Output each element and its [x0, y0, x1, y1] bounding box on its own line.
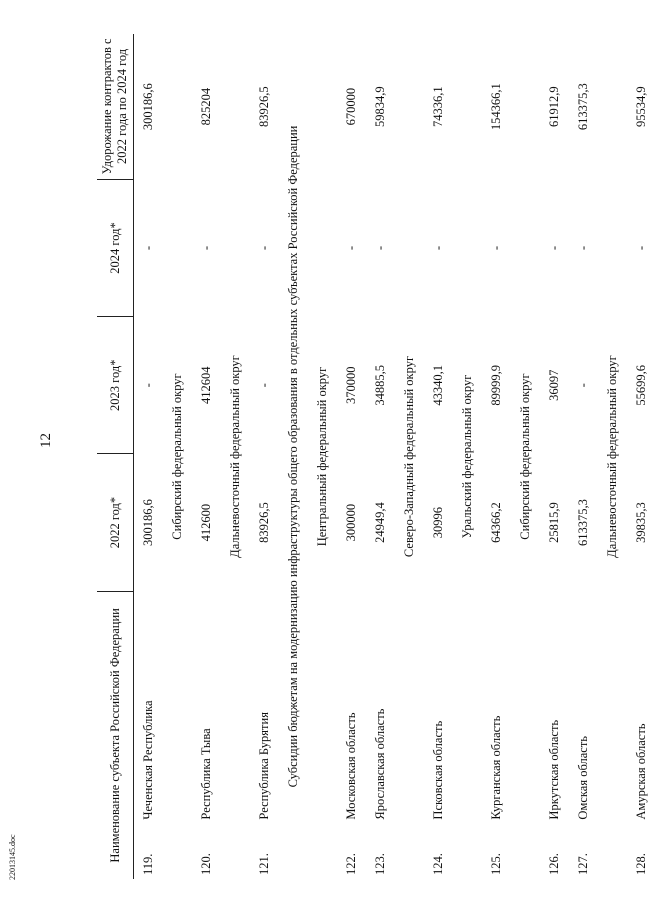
- table-row: [627, 34, 656, 879]
- row-number: 123.: [373, 853, 387, 875]
- subject-name: Республика Тыва: [199, 728, 213, 820]
- value-2022: 64366,2: [489, 502, 503, 543]
- table-row: [337, 34, 366, 879]
- table-row: [424, 34, 453, 879]
- page-number: 12: [38, 433, 54, 448]
- value-delta: 61912,9: [547, 86, 561, 127]
- value-2022: 39835,3: [634, 502, 648, 543]
- rotated-table-sheet: [97, 34, 648, 879]
- value-2022: 25815,9: [547, 502, 561, 543]
- subject-name: Иркутская область: [547, 719, 561, 820]
- value-delta: 95534,9: [634, 86, 648, 127]
- table-row: [482, 34, 511, 879]
- section-title: Дальневосточный федеральный округ: [228, 355, 242, 558]
- row-number: 120.: [199, 853, 213, 875]
- subject-name: Республика Бурятия: [257, 712, 271, 820]
- value-2023: 89999,9: [489, 364, 503, 406]
- table-row: [192, 34, 221, 879]
- footer-code: 22013145.doc: [8, 834, 17, 880]
- value-2023: 55699,6: [634, 364, 648, 406]
- value-2024: -: [141, 245, 155, 251]
- row-number: 127.: [576, 853, 590, 875]
- table-body: [134, 34, 656, 879]
- section-title: Субсидии бюджетам на модернизацию инфраструктуры общего образования в отдельных субъектах Российской Федерации: [286, 125, 300, 788]
- subject-name: Омская область: [576, 735, 590, 820]
- section-title: Сибирский федеральный округ: [518, 373, 532, 540]
- row-number: 122.: [344, 853, 358, 875]
- contracts-table: [97, 34, 656, 879]
- subject-name: Ярославская область: [373, 708, 387, 820]
- section-row: [163, 34, 192, 879]
- subject-name: Чеченская Республика: [141, 700, 155, 820]
- value-2024: -: [199, 245, 213, 251]
- value-delta: 613375,3: [576, 83, 590, 131]
- value-2022: 30996: [431, 506, 445, 539]
- value-2022: 24949,4: [373, 502, 387, 543]
- value-delta: 83926,5: [257, 86, 271, 127]
- value-2022: 300186,6: [141, 499, 155, 547]
- row-number: 119.: [141, 853, 155, 875]
- table-row: [569, 34, 598, 879]
- value-2022: 412600: [199, 503, 213, 542]
- table-row: [134, 34, 164, 879]
- row-number: 128.: [634, 853, 648, 875]
- value-2024: -: [576, 245, 590, 251]
- section-title: Дальневосточный федеральный округ: [605, 355, 619, 558]
- value-2022: 300000: [344, 503, 358, 542]
- section-row: [453, 34, 482, 879]
- value-2024: -: [489, 245, 503, 251]
- value-2023: 43340,1: [431, 364, 445, 406]
- section-row: [279, 34, 308, 879]
- section-title: Центральный федеральный округ: [315, 366, 329, 547]
- section-row: [598, 34, 627, 879]
- value-2024: -: [373, 245, 387, 251]
- value-delta: 300186,6: [141, 83, 155, 131]
- value-delta: 74336,1: [431, 86, 445, 127]
- subject-name: Курганская область: [489, 715, 503, 820]
- table-header-row: [97, 34, 134, 879]
- value-delta: 154366,1: [489, 83, 503, 131]
- value-2024: -: [257, 245, 271, 251]
- value-2023: 370000: [344, 366, 358, 405]
- header-2023: 2023 год*: [97, 317, 134, 454]
- row-number: 126.: [547, 853, 561, 875]
- value-2023: 34885,5: [373, 364, 387, 406]
- section-title: Сибирский федеральный округ: [170, 373, 184, 540]
- value-2023: 412604: [199, 366, 213, 405]
- row-number: 124.: [431, 853, 445, 875]
- value-2024: -: [547, 245, 561, 251]
- value-2022: 613375,3: [576, 499, 590, 547]
- header-2024: 2024 год*: [97, 179, 134, 316]
- value-2023: -: [141, 383, 155, 388]
- subject-name: Псковская область: [431, 720, 445, 820]
- value-2024: -: [344, 245, 358, 251]
- value-2023: 36097: [547, 369, 561, 401]
- value-2023: -: [576, 383, 590, 388]
- section-row: [221, 34, 250, 879]
- header-delta: Удорожание контрактов с 2022 года по 2024 год: [97, 34, 134, 179]
- row-number: 121.: [257, 853, 271, 875]
- row-number: 125.: [489, 853, 503, 875]
- section-title: Северо-Западный федеральный округ: [402, 355, 416, 558]
- section-row: [308, 34, 337, 879]
- section-row: [395, 34, 424, 879]
- table-row: [366, 34, 395, 879]
- value-2024: -: [634, 245, 648, 251]
- section-title: Уральский федеральный округ: [460, 374, 474, 539]
- value-2024: -: [431, 245, 445, 251]
- value-2023: -: [257, 383, 271, 388]
- value-delta: 825204: [199, 87, 213, 126]
- value-delta: 670000: [344, 87, 358, 126]
- header-2022: 2022 год*: [97, 454, 134, 591]
- subject-name: Московская область: [344, 712, 358, 820]
- header-subject: Наименование субъекта Российской Федерации: [97, 591, 134, 879]
- table-row: [540, 34, 569, 879]
- value-delta: 59834,9: [373, 86, 387, 127]
- section-row: [511, 34, 540, 879]
- subject-name: Амурская область: [634, 723, 648, 820]
- value-2022: 83926,5: [257, 502, 271, 543]
- table-row: [250, 34, 279, 879]
